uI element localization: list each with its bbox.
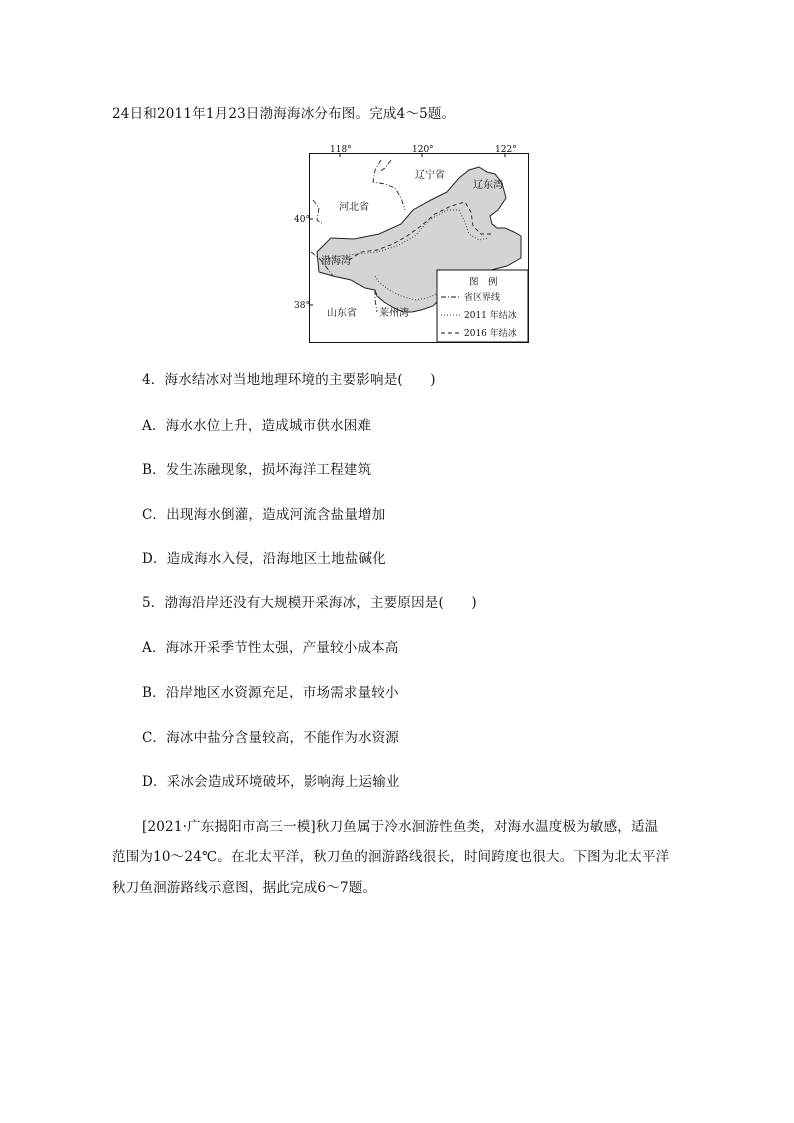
label-hebei: 河北省: [339, 202, 369, 213]
label-laizhou-bay: 莱州湾: [379, 308, 409, 319]
question-4-option-c: C．出现海水倒灌，造成河流含盐量增加: [142, 507, 386, 523]
question-4-stem: 4．海水结冰对当地地理环境的主要影响是( ): [142, 372, 436, 388]
intro-text: 24日和2011年1月23日渤海海冰分布图。完成4～5题。: [112, 106, 456, 122]
bohai-sea-ice-map: [294, 140, 531, 344]
map-legend: [437, 270, 528, 342]
lon-120: 120°: [412, 145, 434, 155]
question-5-option-a: A．海冰开采季节性太强，产量较小成本高: [142, 640, 399, 656]
question-5-option-b: B．沿岸地区水资源充足，市场需求量较小: [142, 685, 399, 701]
label-liaoning: 辽宁省: [415, 170, 445, 181]
legend-ice-2011: 2011 年结冰: [464, 311, 517, 321]
passage-line-1: [2021·广东揭阳市高三一模]秋刀鱼属于冷水洄游性鱼类，对海水温度极为敏感，适温: [142, 819, 659, 835]
passage-line-2: 范围为10～24℃。在北太平洋，秋刀鱼的洄游路线很长，时间跨度也很大。下图为北太平洋: [112, 849, 670, 865]
legend-ice-2016: 2016 年结冰: [464, 329, 517, 339]
question-5-option-d: D．采冰会造成环境破坏，影响海上运输业: [142, 774, 400, 790]
question-5-option-c: C．海冰中盐分含量较高，不能作为水资源: [142, 730, 400, 746]
lon-122: 122°: [495, 145, 517, 155]
legend-title: 图 例: [469, 277, 498, 288]
legend-boundary: 省区界线: [464, 293, 501, 303]
passage-line-3: 秋刀鱼洄游路线示意图，据此完成6～7题。: [112, 880, 377, 896]
label-liaodong-bay: 辽东湾: [473, 180, 503, 191]
label-bohai-bay: 渤海湾: [321, 256, 351, 267]
lat-40: 40°: [294, 215, 310, 225]
question-4-option-a: A．海水水位上升，造成城市供水困难: [142, 418, 372, 434]
label-shandong: 山东省: [327, 308, 357, 319]
lat-38: 38°: [294, 301, 310, 311]
question-5-stem: 5．渤海沿岸还没有大规模开采海冰，主要原因是( ): [142, 595, 477, 611]
question-4-option-b: B．发生冻融现象，损坏海洋工程建筑: [142, 462, 372, 478]
question-4-option-d: D．造成海水入侵，沿海地区土地盐碱化: [142, 551, 386, 567]
lon-118: 118°: [330, 145, 352, 155]
